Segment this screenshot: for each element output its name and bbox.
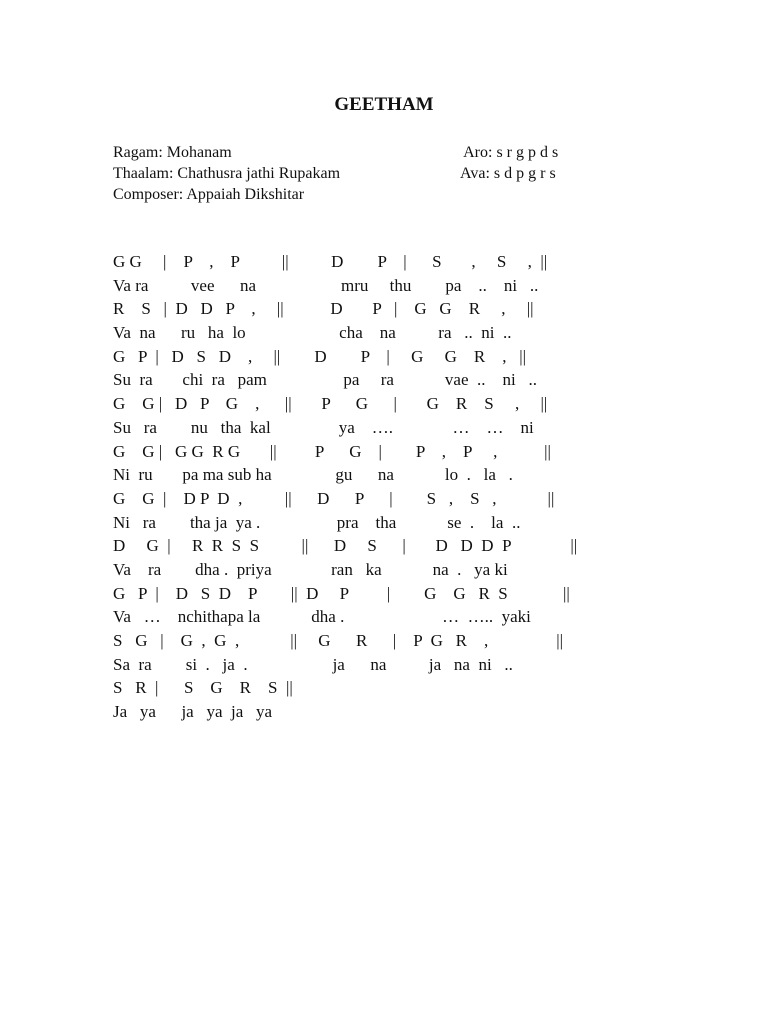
scale-details (460, 142, 558, 184)
composer-line: Composer: Appaiah Dikshitar (113, 186, 305, 203)
sahitya-line: Su ra chi ra pam pa ra vae .. ni .. (113, 370, 537, 390)
swara-line: G G | D P D , || D P | S , S , || (113, 488, 555, 508)
sahitya-line: Sa ra si . ja . ja na ja na ni .. (113, 654, 513, 674)
thaalam-line: Thaalam: Chathusra jathi Rupakam (113, 165, 341, 182)
avarohanam-line: Ava: s d p g r s (460, 165, 556, 182)
swara-line: G G | P , P || D P | S , S , || (113, 252, 548, 271)
swara-line: G G | G G R G || P G | P , P , || (113, 441, 551, 461)
swara-line: D G | R R S S || D S | D D D P || (113, 536, 578, 556)
sahitya-line: Ni ra tha ja ya . pra tha se . la .. (113, 512, 521, 532)
swara-line: G P | D S D P || D P | G G R S || (113, 583, 570, 603)
sahitya-line: Va … nchithapa la dha . … ….. yaki (113, 607, 531, 627)
ragam-line: Ragam: Mohanam (113, 144, 232, 161)
swara-line: R S | D D P , || D P | G G R , || (113, 299, 534, 319)
page-title: GEETHAM (334, 94, 434, 115)
arohanam-line: Aro: s r g p d s (460, 144, 559, 161)
swara-line: S R | S G R S || (113, 678, 293, 698)
sahitya-line: Va na ru ha lo cha na ra .. ni .. (113, 323, 512, 343)
sahitya-line: Va ra dha . priya ran ka na . ya ki (113, 559, 508, 579)
notation-block (113, 250, 673, 724)
sahitya-line: Su ra nu tha kal ya …. … … ni (113, 417, 534, 437)
sahitya-line: Ja ya ja ya ja ya (113, 702, 273, 722)
swara-line: S G | G , G , || G R | P G R , || (113, 631, 564, 650)
swara-line: G G | D P G , || P G | G R S , || (113, 394, 548, 414)
raga-details (113, 142, 340, 205)
sahitya-line: Va ra vee na mru thu pa .. ni .. (113, 275, 539, 295)
sahitya-line: Ni ru pa ma sub ha gu na lo . la . (113, 465, 513, 485)
swara-line: G P | D S D , || D P | G G R , || (113, 346, 527, 366)
